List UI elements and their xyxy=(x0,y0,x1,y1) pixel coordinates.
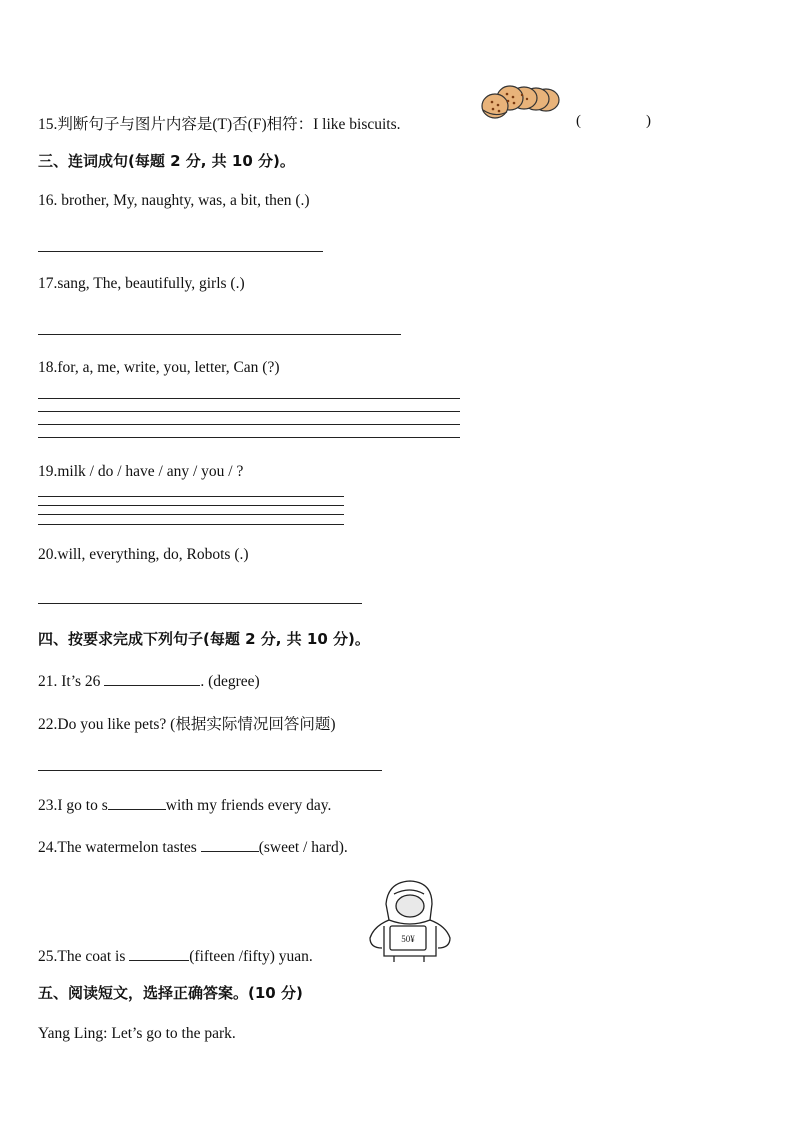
question-16: 16. brother, My, naughty, was, a bit, then (.) xyxy=(38,192,310,209)
question-24-after: (sweet / hard). xyxy=(258,839,348,856)
question-23 xyxy=(38,795,331,815)
question-21 xyxy=(38,671,260,691)
writing-line-18-4[interactable] xyxy=(38,437,460,438)
section-5-heading: 五、阅读短文，选择正确答案。(10 分) xyxy=(38,984,303,1002)
question-18: 18.for, a, me, write, you, letter, Can (?) xyxy=(38,359,280,376)
answer-line-22[interactable] xyxy=(38,770,382,771)
blank-24[interactable] xyxy=(201,837,259,852)
blank-23[interactable] xyxy=(108,795,166,810)
biscuits-icon xyxy=(480,84,570,124)
writing-line-19-3[interactable] xyxy=(38,514,344,515)
blank-25[interactable] xyxy=(129,946,189,961)
writing-line-19-1[interactable] xyxy=(38,496,344,497)
answer-paren-close: ) xyxy=(646,113,651,129)
question-24 xyxy=(38,837,348,857)
question-25 xyxy=(38,946,313,966)
section-3-heading: 三、连词成句(每题 2 分, 共 10 分)。 xyxy=(38,152,295,170)
question-22: 22.Do you like pets? (根据实际情况回答问题) xyxy=(38,716,336,733)
question-23-after: with my friends every day. xyxy=(165,797,332,814)
question-19: 19.milk / do / have / any / you / ? xyxy=(38,463,244,480)
section-4-heading: 四、按要求完成下列句子(每题 2 分, 共 10 分)。 xyxy=(38,630,370,648)
answer-paren-open: ( xyxy=(576,113,581,129)
writing-line-19-2[interactable] xyxy=(38,505,344,506)
blank-21[interactable] xyxy=(104,671,200,686)
answer-line-20[interactable] xyxy=(38,603,362,604)
question-23-before: 23.I go to s xyxy=(38,797,108,814)
question-15-text: 15.判断句子与图片内容是(T)否(F)相符：I like biscuits. xyxy=(38,116,401,133)
writing-line-19-4[interactable] xyxy=(38,524,344,525)
question-20: 20.will, everything, do, Robots (.) xyxy=(38,546,249,563)
coat-price-tag: 50¥ xyxy=(401,934,415,944)
question-25-before: 25.The coat is xyxy=(38,948,130,965)
writing-line-18-3[interactable] xyxy=(38,424,460,425)
question-24-before: 24.The watermelon tastes xyxy=(38,839,201,856)
answer-line-16[interactable] xyxy=(38,251,323,252)
writing-line-18-1[interactable] xyxy=(38,398,460,399)
question-17: 17.sang, The, beautifully, girls (.) xyxy=(38,275,245,292)
question-25-after: (fifteen /fifty) yuan. xyxy=(189,948,313,965)
question-21-after: . (degree) xyxy=(200,673,260,690)
writing-line-18-2[interactable] xyxy=(38,411,460,412)
question-15 xyxy=(38,112,401,134)
coat-price-icon xyxy=(364,876,456,962)
dialog-line-1: Yang Ling: Let’s go to the park. xyxy=(38,1025,236,1042)
answer-line-17[interactable] xyxy=(38,334,401,335)
question-21-before: 21. It’s 26 xyxy=(38,673,105,690)
